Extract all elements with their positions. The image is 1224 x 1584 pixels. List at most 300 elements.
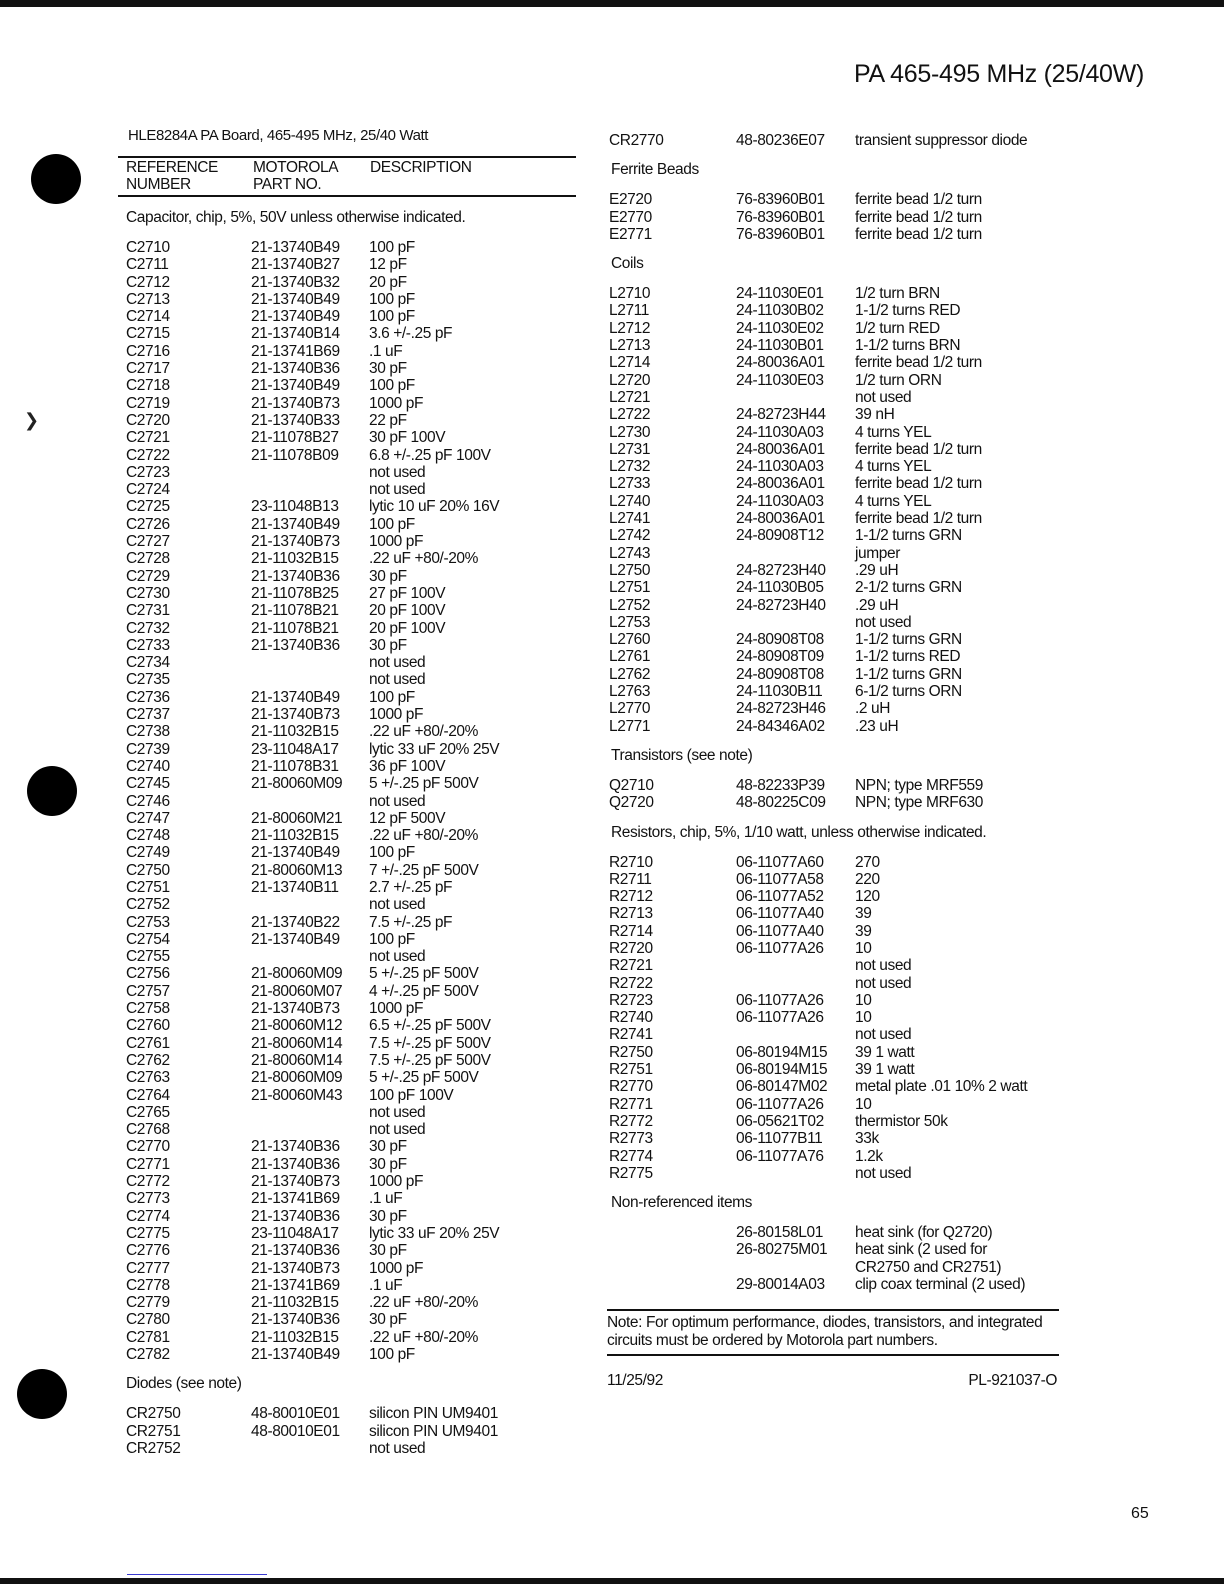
column-header-part: MOTOROLA PART NO. bbox=[253, 159, 338, 193]
description-cell: 39 nH bbox=[855, 406, 895, 424]
parts-row bbox=[118, 620, 588, 637]
description-cell: lytic 33 uF 20% 25V bbox=[369, 740, 500, 758]
description-cell: not used bbox=[855, 974, 912, 992]
part-number-cell: 21-80060M14 bbox=[251, 1034, 343, 1052]
parts-row bbox=[118, 1225, 588, 1242]
description-cell: thermistor 50k bbox=[855, 1112, 948, 1130]
part-number-cell: 06-05621T02 bbox=[736, 1112, 824, 1130]
reference-cell: C2740 bbox=[126, 757, 170, 775]
description-cell: 100 pF bbox=[369, 1346, 415, 1363]
description-cell: not used bbox=[855, 613, 912, 631]
reference-cell: R2775 bbox=[609, 1164, 653, 1182]
reference-cell: C2778 bbox=[126, 1276, 170, 1294]
reference-cell: CR2751 bbox=[126, 1422, 181, 1440]
part-number-cell: 21-80060M21 bbox=[251, 809, 343, 827]
parts-row bbox=[607, 389, 1077, 406]
parts-row bbox=[607, 406, 1077, 423]
reference-cell: L2741 bbox=[609, 510, 651, 528]
part-number-cell: 24-11030E01 bbox=[736, 285, 824, 303]
parts-row bbox=[607, 441, 1077, 458]
part-number-cell: 48-80236E07 bbox=[736, 132, 825, 149]
reference-cell: C2720 bbox=[126, 411, 170, 429]
part-number-cell: 24-80908T12 bbox=[736, 527, 824, 545]
part-number-cell: 24-80036A01 bbox=[736, 354, 825, 372]
parts-row bbox=[607, 871, 1077, 888]
description-cell: .22 uF +80/-20% bbox=[369, 723, 479, 741]
reference-cell: L2751 bbox=[609, 579, 651, 597]
parts-row bbox=[118, 775, 588, 792]
reference-cell: C2711 bbox=[126, 256, 169, 274]
description-cell: clip coax terminal (2 used) bbox=[855, 1276, 1026, 1294]
parts-row bbox=[118, 844, 588, 861]
parts-row bbox=[118, 879, 588, 896]
parts-row bbox=[607, 191, 1077, 208]
parts-row bbox=[118, 1294, 588, 1311]
reference-cell: C2774 bbox=[126, 1207, 170, 1225]
transistor-list bbox=[607, 777, 1077, 812]
part-number-cell: 21-80060M12 bbox=[251, 1017, 343, 1035]
parts-row bbox=[607, 888, 1077, 905]
part-number-cell: 23-11048A17 bbox=[251, 740, 339, 758]
part-number-cell: 21-13740B49 bbox=[251, 515, 340, 533]
reference-cell: E2720 bbox=[609, 191, 652, 209]
reference-cell: R2740 bbox=[609, 1009, 653, 1027]
parts-row bbox=[607, 940, 1077, 957]
description-cell: 27 pF 100V bbox=[369, 584, 446, 602]
reference-cell: R2773 bbox=[609, 1130, 653, 1148]
parts-row bbox=[607, 209, 1077, 226]
description-cell: not used bbox=[369, 792, 426, 810]
reference-cell: C2753 bbox=[126, 913, 170, 931]
parts-row bbox=[607, 475, 1077, 492]
reference-cell: L2753 bbox=[609, 613, 651, 631]
reference-cell: C2718 bbox=[126, 377, 170, 395]
reference-cell: R2723 bbox=[609, 991, 653, 1009]
parts-row bbox=[607, 923, 1077, 940]
part-number-cell bbox=[251, 896, 369, 913]
parts-row bbox=[607, 666, 1077, 683]
reference-cell: C2760 bbox=[126, 1017, 170, 1035]
reference-cell: C2750 bbox=[126, 861, 170, 879]
reference-cell: C2768 bbox=[126, 1121, 170, 1139]
description-cell: jumper bbox=[855, 544, 900, 562]
reference-cell: C2738 bbox=[126, 723, 170, 741]
parts-row bbox=[118, 447, 588, 464]
parts-row bbox=[118, 689, 588, 706]
part-number-cell bbox=[251, 948, 369, 965]
parts-row bbox=[118, 1087, 588, 1104]
description-cell: 33k bbox=[855, 1130, 879, 1148]
parts-row bbox=[607, 631, 1077, 648]
description-cell: 20 pF 100V bbox=[369, 602, 446, 620]
parts-row bbox=[118, 896, 588, 913]
description-cell: 5 +/-.25 pF 500V bbox=[369, 965, 479, 983]
part-number-cell: 24-82723H40 bbox=[736, 596, 826, 614]
reference-cell: L2720 bbox=[609, 371, 651, 389]
reference-cell: C2756 bbox=[126, 965, 170, 983]
description-cell: not used bbox=[369, 654, 426, 672]
reference-cell: E2771 bbox=[609, 225, 652, 243]
description-cell: 30 pF bbox=[369, 1155, 407, 1173]
reference-cell: C2781 bbox=[126, 1328, 170, 1346]
part-number-cell: 21-13740B49 bbox=[251, 377, 340, 395]
description-cell: 7.5 +/-.25 pF bbox=[369, 913, 453, 931]
ferrite-bead-list bbox=[607, 191, 1077, 243]
parts-row bbox=[607, 1130, 1077, 1147]
reference-cell: R2741 bbox=[609, 1026, 653, 1044]
description-cell: 39 bbox=[855, 905, 872, 923]
description-cell: 1000 pF bbox=[369, 1000, 424, 1018]
description-cell: 20 pF 100V bbox=[369, 619, 446, 637]
reference-cell: C2758 bbox=[126, 1000, 170, 1018]
parts-row bbox=[118, 239, 588, 256]
resistor-list bbox=[607, 854, 1077, 1183]
reference-cell: C2731 bbox=[126, 602, 170, 620]
description-cell: 1/2 turn RED bbox=[855, 319, 940, 337]
reference-cell: C2713 bbox=[126, 290, 170, 308]
description-cell: 270 bbox=[855, 853, 880, 871]
description-cell: 39 bbox=[855, 922, 872, 940]
description-cell: 1000 pF bbox=[369, 1259, 424, 1277]
description-cell: not used bbox=[855, 1164, 912, 1182]
part-number-cell: 21-80060M09 bbox=[251, 965, 343, 983]
parts-row bbox=[118, 360, 588, 377]
description-cell: 100 pF bbox=[369, 377, 415, 395]
section-title-coils: Coils bbox=[611, 255, 644, 273]
board-title: HLE8284A PA Board, 465-495 MHz, 25/40 Watt bbox=[128, 127, 429, 144]
reference-cell: R2722 bbox=[609, 974, 653, 992]
parts-row bbox=[118, 498, 588, 515]
description-cell: heat sink (2 used for bbox=[855, 1241, 988, 1259]
description-cell: not used bbox=[855, 1026, 912, 1044]
reference-cell: L2743 bbox=[609, 544, 651, 562]
reference-cell: R2751 bbox=[609, 1061, 653, 1079]
parts-row bbox=[118, 602, 588, 619]
parts-row bbox=[118, 533, 588, 550]
parts-row bbox=[607, 1259, 1077, 1276]
description-cell: 30 pF bbox=[369, 567, 407, 585]
part-number-cell: 21-13740B36 bbox=[251, 1242, 340, 1260]
part-number-cell bbox=[251, 654, 369, 671]
reference-cell: R2770 bbox=[609, 1078, 653, 1096]
description-cell: .1 uF bbox=[369, 1190, 403, 1208]
description-cell: NPN; type MRF630 bbox=[855, 794, 983, 812]
reference-cell: R2713 bbox=[609, 905, 653, 923]
parts-row bbox=[607, 1148, 1077, 1165]
description-cell: .1 uF bbox=[369, 342, 403, 360]
parts-row bbox=[607, 1276, 1077, 1293]
parts-row bbox=[118, 377, 588, 394]
reference-cell: C2723 bbox=[126, 463, 170, 481]
part-number-cell: 21-13740B73 bbox=[251, 1000, 340, 1018]
reference-cell: C2749 bbox=[126, 844, 170, 862]
part-number-cell: 06-11077A60 bbox=[736, 853, 824, 871]
reference-cell: L2710 bbox=[609, 285, 651, 303]
parts-row bbox=[118, 568, 588, 585]
reference-cell: CR2770 bbox=[609, 132, 664, 149]
reference-cell: CR2750 bbox=[126, 1405, 181, 1423]
description-cell: 1000 pF bbox=[369, 1173, 424, 1191]
parts-row bbox=[118, 810, 588, 827]
part-number-cell: 21-80060M07 bbox=[251, 982, 343, 1000]
parts-row bbox=[118, 1440, 588, 1457]
description-cell: 1-1/2 turns GRN bbox=[855, 527, 962, 545]
reference-cell: C2712 bbox=[126, 273, 170, 291]
part-number-cell: 21-13741B69 bbox=[251, 1190, 340, 1208]
description-cell: .23 uH bbox=[855, 717, 899, 735]
parts-row bbox=[607, 794, 1077, 811]
parts-row bbox=[118, 1069, 588, 1086]
parts-row bbox=[118, 1208, 588, 1225]
description-cell: 100 pF bbox=[369, 930, 415, 948]
part-number-cell: 06-11077A40 bbox=[736, 922, 824, 940]
reference-cell: C2751 bbox=[126, 878, 170, 896]
reference-cell: C2733 bbox=[126, 636, 170, 654]
part-number-cell: 24-82723H46 bbox=[736, 700, 826, 718]
part-number-cell: 24-11030A03 bbox=[736, 492, 824, 510]
binder-hole-bottom bbox=[17, 1369, 67, 1419]
description-cell: 20 pF bbox=[369, 273, 407, 291]
parts-row bbox=[607, 1009, 1077, 1026]
part-number-cell: 24-11030B02 bbox=[736, 302, 824, 320]
reference-cell: C2782 bbox=[126, 1346, 170, 1363]
part-number-cell: 21-80060M09 bbox=[251, 1069, 343, 1087]
section-title-ferrite-beads: Ferrite Beads bbox=[611, 161, 699, 179]
parts-row bbox=[607, 579, 1077, 596]
reference-cell: C2777 bbox=[126, 1259, 170, 1277]
reference-cell: L2713 bbox=[609, 337, 651, 355]
reference-cell: C2727 bbox=[126, 533, 170, 551]
reference-cell: L2761 bbox=[609, 648, 651, 666]
description-cell: 1/2 turn BRN bbox=[855, 285, 940, 303]
ordering-note: Note: For optimum performance, diodes, transistors, and integrated circuits must be ordered by Motorola part numbers. bbox=[607, 1309, 1059, 1356]
part-number-cell: 24-11030B11 bbox=[736, 683, 823, 701]
top-border bbox=[0, 0, 1224, 7]
parts-row bbox=[607, 458, 1077, 475]
parts-row bbox=[118, 1260, 588, 1277]
description-cell: transient suppressor diode bbox=[855, 132, 1028, 149]
description-cell: 5 +/-.25 pF 500V bbox=[369, 1069, 479, 1087]
reference-cell: L2763 bbox=[609, 683, 651, 701]
part-number-cell: 21-13741B69 bbox=[251, 1276, 340, 1294]
part-number-cell: 21-13740B49 bbox=[251, 844, 340, 862]
part-number-cell: 24-80036A01 bbox=[736, 510, 825, 528]
parts-row bbox=[607, 1165, 1077, 1182]
part-number-cell: 21-13740B49 bbox=[251, 290, 340, 308]
part-number-cell: 21-13740B73 bbox=[251, 533, 340, 551]
part-number-cell: 24-80908T08 bbox=[736, 631, 824, 649]
part-number-cell bbox=[736, 614, 855, 631]
reference-cell: Q2710 bbox=[609, 776, 654, 794]
description-cell: 30 pF bbox=[369, 360, 407, 378]
parts-row bbox=[607, 905, 1077, 922]
section-title-capacitors: Capacitor, chip, 5%, 50V unless otherwise indicated. bbox=[126, 209, 466, 226]
reference-cell: C2762 bbox=[126, 1051, 170, 1069]
footer-row bbox=[607, 1372, 1077, 1392]
description-cell: not used bbox=[369, 896, 426, 914]
diode-list bbox=[118, 1405, 588, 1457]
right-column bbox=[607, 132, 1077, 1392]
reference-cell: R2712 bbox=[609, 888, 653, 906]
reference-cell: C2714 bbox=[126, 308, 170, 326]
description-cell: silicon PIN UM9401 bbox=[369, 1422, 498, 1440]
reference-cell: L2760 bbox=[609, 631, 651, 649]
parts-row bbox=[607, 1113, 1077, 1130]
description-cell: CR2750 and CR2751) bbox=[855, 1258, 1002, 1276]
description-cell: 100 pF bbox=[369, 290, 415, 308]
part-number-cell bbox=[251, 481, 369, 498]
part-number-cell: 21-11078B25 bbox=[251, 584, 339, 602]
description-cell: 220 bbox=[855, 870, 880, 888]
description-cell: 1/2 turn ORN bbox=[855, 371, 942, 389]
part-number-cell: 21-13740B14 bbox=[251, 325, 340, 343]
reference-cell: L2750 bbox=[609, 561, 651, 579]
reference-cell: R2721 bbox=[609, 957, 653, 975]
reference-cell: C2776 bbox=[126, 1242, 170, 1260]
part-number-cell: 24-80908T08 bbox=[736, 665, 824, 683]
reference-cell: C2717 bbox=[126, 360, 170, 378]
description-cell: 6.8 +/-.25 pF 100V bbox=[369, 446, 491, 464]
parts-row bbox=[607, 1026, 1077, 1043]
description-cell: 100 pF bbox=[369, 239, 415, 256]
part-number-cell: 21-13740B36 bbox=[251, 1207, 340, 1225]
parts-row bbox=[118, 758, 588, 775]
parts-row bbox=[607, 777, 1077, 794]
part-number-cell: 24-80036A01 bbox=[736, 440, 825, 458]
reference-cell: C2752 bbox=[126, 896, 170, 914]
reference-cell: C2737 bbox=[126, 706, 170, 724]
part-number-cell bbox=[251, 464, 369, 481]
part-number-cell: 24-84346A02 bbox=[736, 717, 825, 735]
parts-row bbox=[607, 302, 1077, 319]
description-cell: 2-1/2 turns GRN bbox=[855, 579, 962, 597]
nonref-list bbox=[607, 1224, 1077, 1293]
description-cell: 12 pF bbox=[369, 256, 407, 274]
parts-row bbox=[118, 914, 588, 931]
description-cell: 1-1/2 turns GRN bbox=[855, 665, 962, 683]
part-number-cell: 48-80010E01 bbox=[251, 1405, 340, 1423]
reference-cell bbox=[609, 1276, 736, 1293]
description-cell: 30 pF bbox=[369, 636, 407, 654]
parts-row bbox=[118, 308, 588, 325]
parts-row bbox=[118, 256, 588, 273]
description-cell: 30 pF bbox=[369, 1207, 407, 1225]
part-number-cell: 21-13740B73 bbox=[251, 1259, 340, 1277]
description-cell: 7 +/-.25 pF 500V bbox=[369, 861, 479, 879]
description-cell: .2 uH bbox=[855, 700, 891, 718]
part-number-cell: 21-13741B69 bbox=[251, 342, 340, 360]
suppressor-list bbox=[607, 132, 1077, 149]
part-number-cell: 21-11078B09 bbox=[251, 446, 339, 464]
description-cell: 2.7 +/-.25 pF bbox=[369, 878, 453, 896]
description-cell: not used bbox=[369, 463, 426, 481]
part-number-cell: 21-11032B15 bbox=[251, 1328, 339, 1346]
description-cell: ferrite bead 1/2 turn bbox=[855, 440, 982, 458]
parts-row bbox=[118, 1346, 588, 1363]
reference-cell: C2779 bbox=[126, 1294, 170, 1312]
reference-cell: L2752 bbox=[609, 596, 651, 614]
part-number-cell: 21-13740B49 bbox=[251, 930, 340, 948]
part-number-cell: 21-11078B21 bbox=[251, 619, 339, 637]
description-cell: 1-1/2 turns BRN bbox=[855, 337, 961, 355]
description-cell: not used bbox=[369, 948, 426, 966]
reference-cell: L2722 bbox=[609, 406, 651, 424]
binder-hole-top bbox=[31, 154, 81, 204]
part-number-cell bbox=[251, 1121, 369, 1138]
parts-row bbox=[118, 793, 588, 810]
section-title-resistors: Resistors, chip, 5%, 1/10 watt, unless otherwise indicated. bbox=[611, 823, 987, 841]
description-cell: 30 pF bbox=[369, 1242, 407, 1260]
part-number-cell: 06-11077A26 bbox=[736, 939, 824, 957]
parts-row bbox=[607, 510, 1077, 527]
parts-row bbox=[607, 957, 1077, 974]
part-number-cell: 24-80908T09 bbox=[736, 648, 824, 666]
parts-row bbox=[118, 983, 588, 1000]
parts-row bbox=[607, 683, 1077, 700]
parts-row bbox=[607, 424, 1077, 441]
description-cell: 100 pF bbox=[369, 844, 415, 862]
part-number-cell: 21-13740B73 bbox=[251, 1173, 340, 1191]
coil-list bbox=[607, 285, 1077, 735]
part-number-cell: 06-80194M15 bbox=[736, 1061, 828, 1079]
part-number-cell: 21-13740B36 bbox=[251, 567, 340, 585]
parts-row bbox=[118, 1242, 588, 1259]
reference-cell: C2719 bbox=[126, 394, 170, 412]
part-number-cell bbox=[736, 545, 855, 562]
parts-row bbox=[118, 516, 588, 533]
reference-cell: C2739 bbox=[126, 740, 170, 758]
reference-cell: C2725 bbox=[126, 498, 170, 516]
part-number-cell: 23-11048A17 bbox=[251, 1224, 339, 1242]
part-number-cell bbox=[251, 671, 369, 688]
reference-cell: Q2720 bbox=[609, 794, 654, 812]
description-cell: not used bbox=[855, 957, 912, 975]
binder-hole-middle bbox=[27, 766, 77, 816]
part-number-cell: 06-11077A26 bbox=[736, 1009, 824, 1027]
parts-row bbox=[118, 1035, 588, 1052]
description-cell: 1-1/2 turns RED bbox=[855, 648, 961, 666]
parts-row bbox=[607, 562, 1077, 579]
parts-row bbox=[118, 1138, 588, 1155]
description-cell: 100 pF bbox=[369, 308, 415, 326]
parts-row bbox=[118, 1311, 588, 1328]
reference-cell: C2724 bbox=[126, 481, 170, 499]
description-cell: 100 pF bbox=[369, 688, 415, 706]
part-number-cell: 21-13740B36 bbox=[251, 1138, 340, 1156]
part-number-cell: 21-13740B49 bbox=[251, 688, 340, 706]
parts-row bbox=[118, 1017, 588, 1034]
parts-row bbox=[118, 429, 588, 446]
scan-mark bbox=[127, 1574, 267, 1575]
parts-row bbox=[607, 320, 1077, 337]
reference-cell: L2732 bbox=[609, 458, 651, 476]
part-number-cell: 21-80060M43 bbox=[251, 1086, 343, 1104]
parts-row bbox=[118, 1052, 588, 1069]
reference-cell: C2757 bbox=[126, 982, 170, 1000]
description-cell: 10 bbox=[855, 939, 872, 957]
description-cell: 5 +/-.25 pF 500V bbox=[369, 775, 479, 793]
parts-row bbox=[118, 481, 588, 498]
reference-cell: C2726 bbox=[126, 515, 170, 533]
part-number-cell: 21-13740B36 bbox=[251, 636, 340, 654]
reference-cell bbox=[609, 1241, 736, 1258]
part-number-cell: 21-13740B36 bbox=[251, 1155, 340, 1173]
part-number-cell: 21-13740B73 bbox=[251, 706, 340, 724]
description-cell: 6.5 +/-.25 pF 500V bbox=[369, 1017, 491, 1035]
part-number-cell: 21-80060M13 bbox=[251, 861, 343, 879]
parts-row bbox=[118, 827, 588, 844]
reference-cell: L2771 bbox=[609, 717, 651, 735]
